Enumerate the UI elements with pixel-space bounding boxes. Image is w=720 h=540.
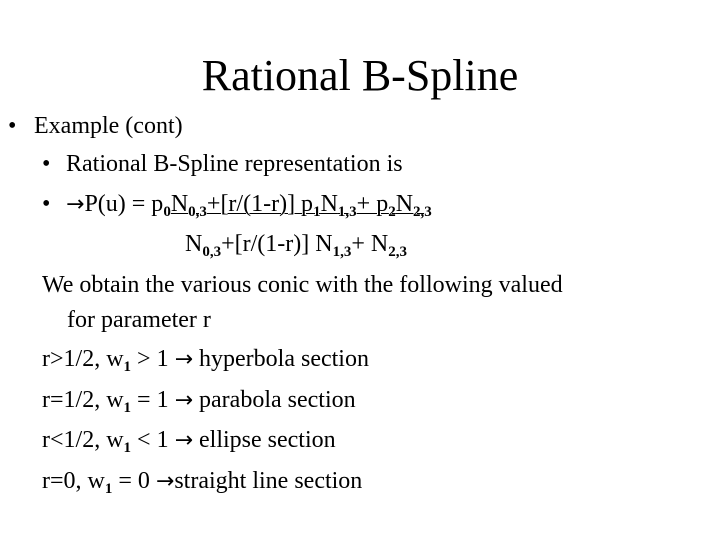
bullet-mark: • xyxy=(42,151,51,177)
bullet-mark: • xyxy=(42,191,51,217)
bullet-mark: • xyxy=(8,113,17,139)
case-parabola: r=1/2, $w_1 = 1$ → parabola section xyxy=(42,387,356,416)
bullet-example xyxy=(8,111,183,141)
case-ellipse: r<1/2, $w_1 < 1$ → ellipse section xyxy=(42,427,336,456)
equation-line-1: • $\to P(u) = p_0N_{0,3}+[r/(1-r)]$ $p_1N_{1,3}+ p_2N_{2,3}$ xyxy=(42,191,432,220)
slide-title: Rational B-Spline xyxy=(201,51,519,100)
arrow-right-icon: → xyxy=(66,192,85,217)
arrow-right-icon: → xyxy=(174,428,194,453)
arrow-right-icon: → xyxy=(174,388,194,413)
bullet-text: Rational B-Spline representation is xyxy=(66,151,403,177)
arrow-right-icon: → xyxy=(155,469,175,494)
parameter-text: for parameter r xyxy=(67,307,211,333)
case-straight-line: r=0, $w_1 = 0$ →straight line section xyxy=(42,468,363,497)
equation-line-2: $N_{0,3}+[r/(1-r)]$ $N_{1,3}+ N_{2,3}$ xyxy=(185,231,407,260)
bullet-representation xyxy=(42,149,403,179)
obtain-text: We obtain the various conic with the following valued xyxy=(42,272,563,298)
case-hyperbola: r>1/2, $w_1 > 1$ → hyperbola section xyxy=(42,346,369,375)
equation-underlined: $_0N_{0,3}+[r/(1-r)]$ $p_1N_{1,3}+ p_2N_{2,3}$ xyxy=(163,191,432,220)
bullet-text: Example (cont) xyxy=(34,113,183,139)
arrow-right-icon: → xyxy=(174,347,194,372)
